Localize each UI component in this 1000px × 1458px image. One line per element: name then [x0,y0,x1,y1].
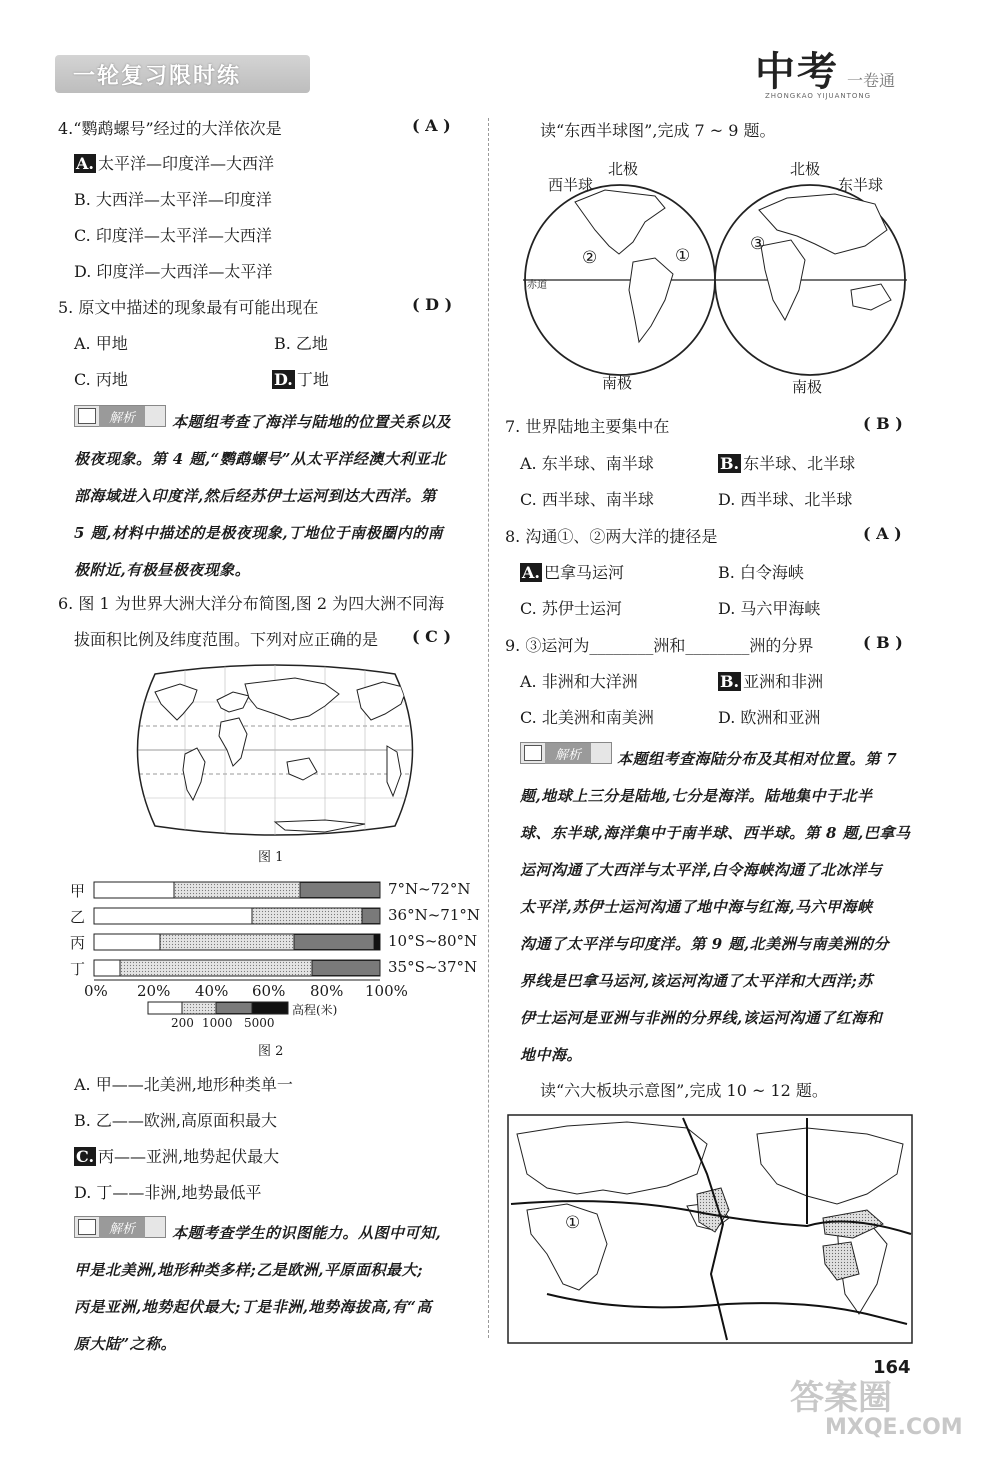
analysis1-line-5: 极附近,有极昼极夜现象。 [74,561,251,579]
q7-option-d: D. 西半球、北半球 [718,490,853,509]
row-label: 丙 [70,934,86,952]
q4-answer: ( A ) [412,116,451,135]
north-pole-label: 北极 [790,160,821,178]
q7-option-b-text: 东半球、北半球 [743,454,856,473]
q7-option-c: C. 西半球、南半球 [520,490,654,509]
analysis2-line-4: 原大陆”之称。 [74,1335,177,1353]
book-icon [524,745,542,761]
analysis3-line-2: 题,地球上三分是陆地,七分是海洋。陆地集中于北半 [520,787,873,805]
row-range: 35°S~37°N [388,958,478,976]
row-range: 7°N~72°N [388,880,471,898]
q6-option-c-text: 丙——亚洲,地势起伏最大 [98,1147,280,1166]
q9-option-b-text: 亚洲和非洲 [743,672,824,691]
legend-value: 200 [171,1016,194,1030]
watermark-url: MXQE.COM [825,1415,963,1440]
analysis3-line-3: 球、东半球,海洋集中于南半球、西半球。第 8 题,巴拿马 [520,824,911,842]
section-banner-text: 一轮复习限时练 [73,63,242,89]
row-range: 10°S~80°N [388,932,478,950]
plate-marker-1: ① [565,1213,581,1233]
q4-option-a-text: 太平洋—印度洋—大西洋 [97,154,274,173]
legend-unit: 高程(米) [292,1003,338,1017]
q4-option-b: B. 大西洋—太平洋—印度洋 [74,190,272,209]
q5-option-d-text: 丁地 [296,370,329,389]
legend-swatches [148,1002,288,1014]
q9-stem: 9. ③运河为________洲和________洲的分界 [505,636,814,655]
q7-option-a: A. 东半球、南半球 [520,454,654,473]
q8-option-b: B. 白令海峡 [718,563,804,582]
q6-stem-1: 6. 图 1 为世界大洲大洋分布简图,图 2 为四大洲不同海 [58,594,445,613]
q8-option-a-text: 巴拿马运河 [543,563,624,582]
q7-option-b [718,451,855,474]
elevation-bar-chart [60,874,390,1034]
analysis3-line-6: 沟通了太平洋与印度洋。第 9 题,北美洲与南美洲的分 [520,935,890,953]
analysis1-line-2: 极夜现象。第 4 题,“鹦鹉螺号”从太平洋经澳大利亚北 [74,450,446,468]
equator-label: 赤道 [527,280,547,291]
q4-option-a [74,151,274,174]
intro-7-9: 读“东西半球图”,完成 7 ~ 9 题。 [540,121,776,140]
analysis2-line-1: 本题考查学生的识图能力。从图中可知, [172,1224,442,1242]
east-hemisphere-label: 东半球 [838,176,884,194]
ocean-marker-1: ① [675,246,691,266]
tick-label: 60% [252,982,286,1000]
q8-option-c: C. 苏伊士运河 [520,599,622,618]
analysis-label-text: 解析 [545,743,591,764]
tick-label: 20% [137,982,171,1000]
figure1-caption: 图 1 [258,850,284,865]
q5-stem: 5. 原文中描述的现象最有可能出现在 [58,298,319,317]
tick-label: 40% [195,982,229,1000]
analysis3-line-5: 太平洋,苏伊士运河沟通了地中海与红海,马六甲海峡 [520,898,873,916]
answer-mark: B. [720,454,740,473]
q5-option-d [272,367,329,390]
analysis-label-text: 解析 [99,1217,145,1238]
q5-option-a: A. 甲地 [74,334,128,353]
south-pole-label: 南极 [792,378,823,396]
analysis1-line-4: 5 题,材料中描述的是极夜现象,丁地位于南极圈内的南 [74,524,444,542]
q4-stem: 4.“鹦鹉螺号”经过的大洋依次是 [58,119,282,138]
south-pole-label: 南极 [602,374,633,392]
ocean-marker-2: ② [582,248,598,268]
q4-option-d: D. 印度洋—大西洋—太平洋 [74,262,273,281]
q6-stem-2: 拔面积比例及纬度范围。下列对应正确的是 [74,630,379,649]
q6-option-b: B. 乙——欧洲,高原面积最大 [74,1111,278,1130]
row-range: 36°N~71°N [388,906,480,924]
book-icon [78,1219,96,1235]
q9-option-c: C. 北美洲和南美洲 [520,708,654,727]
analysis3-line-7: 界线是巴拿马运河,该运河沟通了太平洋和大西洋;苏 [520,972,873,990]
analysis3-line-8: 伊士运河是亚洲与非洲的分界线,该运河沟通了红海和 [520,1009,883,1027]
q5-option-b: B. 乙地 [274,334,328,353]
q8-option-a [520,560,624,583]
tick-label: 100% [365,982,408,1000]
q5-option-c: C. 丙地 [74,370,128,389]
q4-option-c: C. 印度洋—太平洋—大西洋 [74,226,272,245]
answer-mark: C. [76,1147,95,1166]
row-label: 甲 [70,882,86,900]
analysis1-line-3: 部海域进入印度洋,然后经苏伊士运河到达大西洋。第 [74,487,437,505]
book-icon [78,408,96,424]
tick-label: 0% [84,982,108,1000]
tick-label: 80% [310,982,344,1000]
q6-answer: ( C ) [412,627,452,646]
q8-answer: ( A ) [863,524,902,543]
analysis-label [520,742,612,764]
row-label: 乙 [70,908,86,926]
q6-option-a: A. 甲——北美洲,地形种类单一 [74,1075,293,1094]
legend-value: 5000 [244,1016,275,1030]
intro-10-12: 读“六大板块示意图”,完成 10 ~ 12 题。 [540,1081,828,1100]
q7-answer: ( B ) [863,414,903,433]
q9-answer: ( B ) [863,633,903,652]
q7-stem: 7. 世界陆地主要集中在 [505,417,670,436]
analysis2-line-2: 甲是北美洲,地形种类多样;乙是欧洲,平原面积最大; [74,1261,424,1279]
analysis3-line-4: 运河沟通了大西洋与太平洋,白令海峡沟通了北冰洋与 [520,861,883,879]
canal-marker-3: ③ [750,234,766,254]
q9-option-b [718,669,823,692]
q9-option-a: A. 非洲和大洋洲 [520,672,638,691]
q9-option-d: D. 欧洲和亚洲 [718,708,821,727]
q6-option-c [74,1144,279,1167]
answer-mark: B. [720,672,740,691]
world-map-figure [125,662,425,838]
q6-option-d: D. 丁——非洲,地势最低平 [74,1183,262,1202]
page-number: 164 [873,1357,911,1378]
analysis1-line-1: 本题组考查了海洋与陆地的位置关系以及 [172,413,452,431]
q8-stem: 8. 沟通①、②两大洋的捷径是 [505,527,718,546]
legend-value: 1000 [202,1016,233,1030]
section-banner [55,55,310,93]
answer-mark: D. [274,370,293,389]
brand-subtitle: ZHONGKAO YIJUANTONG [765,92,872,100]
column-divider [488,118,489,1338]
analysis-label-text: 解析 [99,406,145,427]
q8-option-d: D. 马六甲海峡 [718,599,821,618]
analysis3-line-9: 地中海。 [520,1046,583,1064]
analysis-label [74,405,166,427]
brand-title: 中考 [755,48,839,95]
watermark: 答案圈 [790,1378,892,1418]
west-hemisphere-label: 西半球 [548,176,594,194]
chart-bars [94,882,380,976]
north-pole-label: 北极 [608,160,639,178]
row-label: 丁 [70,960,86,978]
analysis2-line-3: 丙是亚洲,地势起伏最大;丁是非洲,地势海拔高,有“高 [74,1298,432,1316]
analysis3-line-1: 本题组考查海陆分布及其相对位置。第 7 [617,750,898,768]
answer-mark: A. [522,563,540,582]
q5-answer: ( D ) [412,295,453,314]
answer-mark: A. [76,154,94,173]
brand-logo [755,40,955,110]
figure2-caption: 图 2 [258,1044,284,1059]
analysis-label [74,1216,166,1238]
brand-dash: 一卷通 [847,71,896,90]
